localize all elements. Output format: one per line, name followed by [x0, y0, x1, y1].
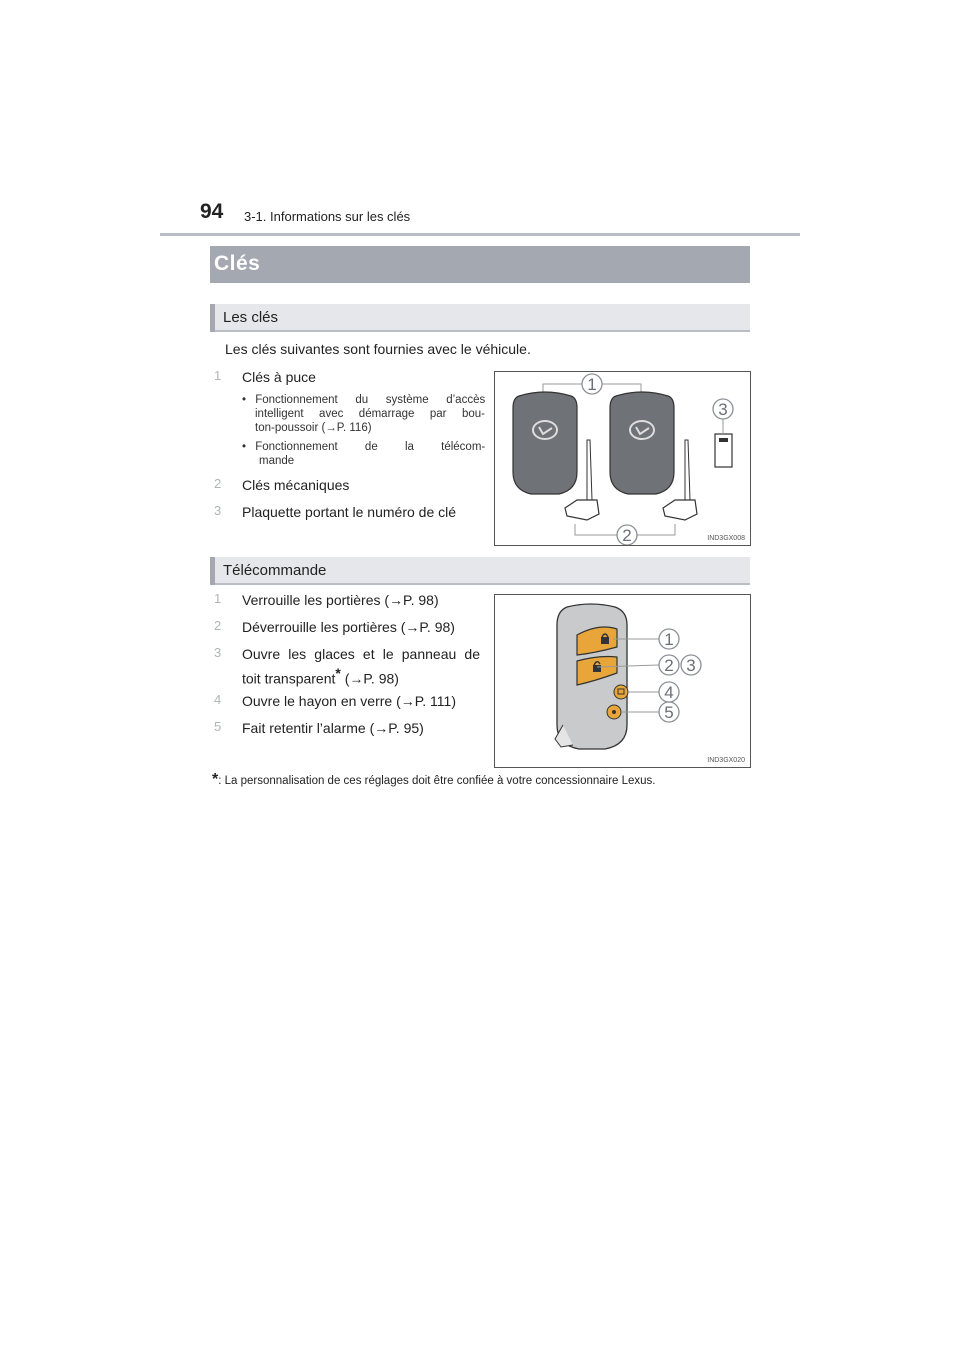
list-item-label: Fait retentir l’alarme (→P. 95) [242, 720, 424, 736]
mechanical-key-blade [587, 440, 592, 500]
mechanical-key-head [565, 500, 599, 520]
list-item-label: Clés à puce [242, 369, 316, 385]
bullet-line: Fonctionnement du système d’accès [255, 394, 486, 406]
smart-key-body [610, 392, 674, 494]
chapter-title: 3-1. Informations sur les clés [244, 209, 411, 224]
list-item-number: 4 [214, 692, 222, 707]
bullet-line: ton-poussoir (→P. 116) [255, 422, 372, 434]
bullet-line: intelligent avec démarrage par bou- [255, 408, 485, 420]
unlock-icon [593, 665, 601, 672]
bullet-mark: • [242, 394, 247, 406]
list-item-number: 3 [214, 503, 222, 518]
section-title-bar [210, 246, 750, 283]
subsection-keys-title: Les clés [223, 309, 279, 326]
figure-code: IND3GX020 [707, 757, 745, 764]
header-rule [160, 233, 800, 236]
smart-key-body [513, 392, 577, 494]
footnote-star: * [212, 771, 219, 788]
list-item-label-cont [242, 665, 399, 687]
footnote [212, 771, 656, 789]
subsection-remote [210, 557, 750, 585]
callout-label: 2 [664, 656, 674, 675]
alarm-icon [612, 710, 616, 714]
keys-intro: Les clés suivantes sont fournies avec le véhicule. [225, 341, 531, 357]
bullet-item [242, 440, 492, 468]
subsection-keys [210, 304, 750, 332]
mechanical-key-head [663, 500, 697, 520]
bullet-line: Fonctionnement de la télécom- [255, 441, 486, 453]
label-text: (→P. 98) [340, 670, 399, 687]
glass-hatch-button [614, 685, 628, 699]
list-item-label: Verrouille les portières (→P. 98) [242, 592, 439, 608]
list-item-label: Ouvre le hayon en verre (→P. 111) [242, 693, 456, 709]
list-item-label: Plaquette portant le numéro de clé [242, 504, 457, 520]
callout-label: 3 [718, 400, 728, 419]
callout-label: 5 [664, 703, 674, 722]
list-item-number: 1 [214, 368, 222, 383]
callout-label: 2 [622, 526, 632, 545]
subsection-remote-title: Télécommande [223, 562, 327, 579]
list-item-label: Ouvre les glaces et le panneau de [242, 646, 480, 662]
footnote-text: : La personnalisation de ces réglages doit être confiée à votre concessionnaire Lexus. [218, 775, 656, 787]
list-item-number: 3 [214, 645, 222, 660]
list-item-label: Déverrouille les portières (→P. 98) [242, 619, 455, 635]
section-title: Clés [214, 252, 261, 275]
footnote-marker: * [335, 665, 341, 681]
page-number: 94 [200, 200, 224, 223]
bullet-mark: • [242, 441, 247, 453]
list-item-number: 5 [214, 719, 222, 734]
callout-label: 4 [664, 683, 674, 702]
figure-code: IND3GX008 [707, 535, 745, 542]
list-item-number: 2 [214, 618, 222, 633]
list-item-number: 1 [214, 591, 222, 606]
callout-label: 3 [686, 656, 696, 675]
list-item-number: 2 [214, 476, 222, 491]
bullet-item [242, 393, 492, 435]
keys-figure [494, 371, 751, 546]
keys-illustration [495, 372, 750, 545]
lock-icon [601, 637, 609, 644]
mechanical-key-blade [685, 440, 690, 500]
remote-illustration [495, 595, 750, 767]
callout-label: 1 [587, 375, 597, 394]
callout-label: 1 [664, 630, 674, 649]
list-item-label: Clés mécaniques [242, 477, 350, 493]
remote-figure [494, 594, 751, 768]
label-text: toit transparent [242, 670, 336, 687]
bullet-line: mande [259, 455, 295, 467]
